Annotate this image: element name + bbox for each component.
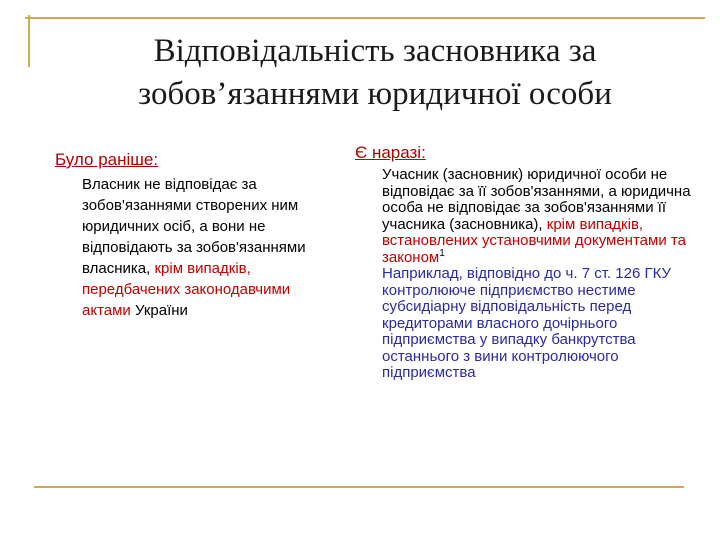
top-decorative-rule [25,17,705,19]
right-p1-red: крім випадків, встановлених установчими документами та законом [382,215,686,266]
left-decorative-rule [28,15,30,67]
left-column [55,150,340,321]
right-column [355,143,700,382]
left-text-red-tail: України [134,302,188,319]
right-heading: Є наразі: [355,143,426,162]
right-p1-black: Учасник (засновник) юридичної особи не відповідає за її зобов'язаннями, а юридична особа не відповідає за зобов'язаннями її учасника (засновника), [382,166,691,233]
right-paragraph-2: Наприклад, відповідно до ч. 7 ст. 126 ГКУ контролююче підприємство нестиме субсидіарну відповідальність перед кредиторами власного дочірнього підприємства у випадку банкрутства останнього з вини контролюючого підприємства [382,265,672,381]
left-text-black: Власник не відповідає за зобов'язаннями створених ним юридичних осіб, а вони не відповідають за зобов'язаннями власника, [82,176,306,277]
left-text-red: крім випадків, передбачених законодавчими актами [82,260,291,319]
right-paragraph-1 [382,167,700,266]
slide-title: Відповідальність засновника за зобов’язаннями юридичної особи [138,33,612,112]
bottom-decorative-rule [34,486,684,488]
left-body-text [82,174,340,321]
left-heading: Було раніше: [55,150,159,169]
footnote-marker: 1 [439,247,445,259]
